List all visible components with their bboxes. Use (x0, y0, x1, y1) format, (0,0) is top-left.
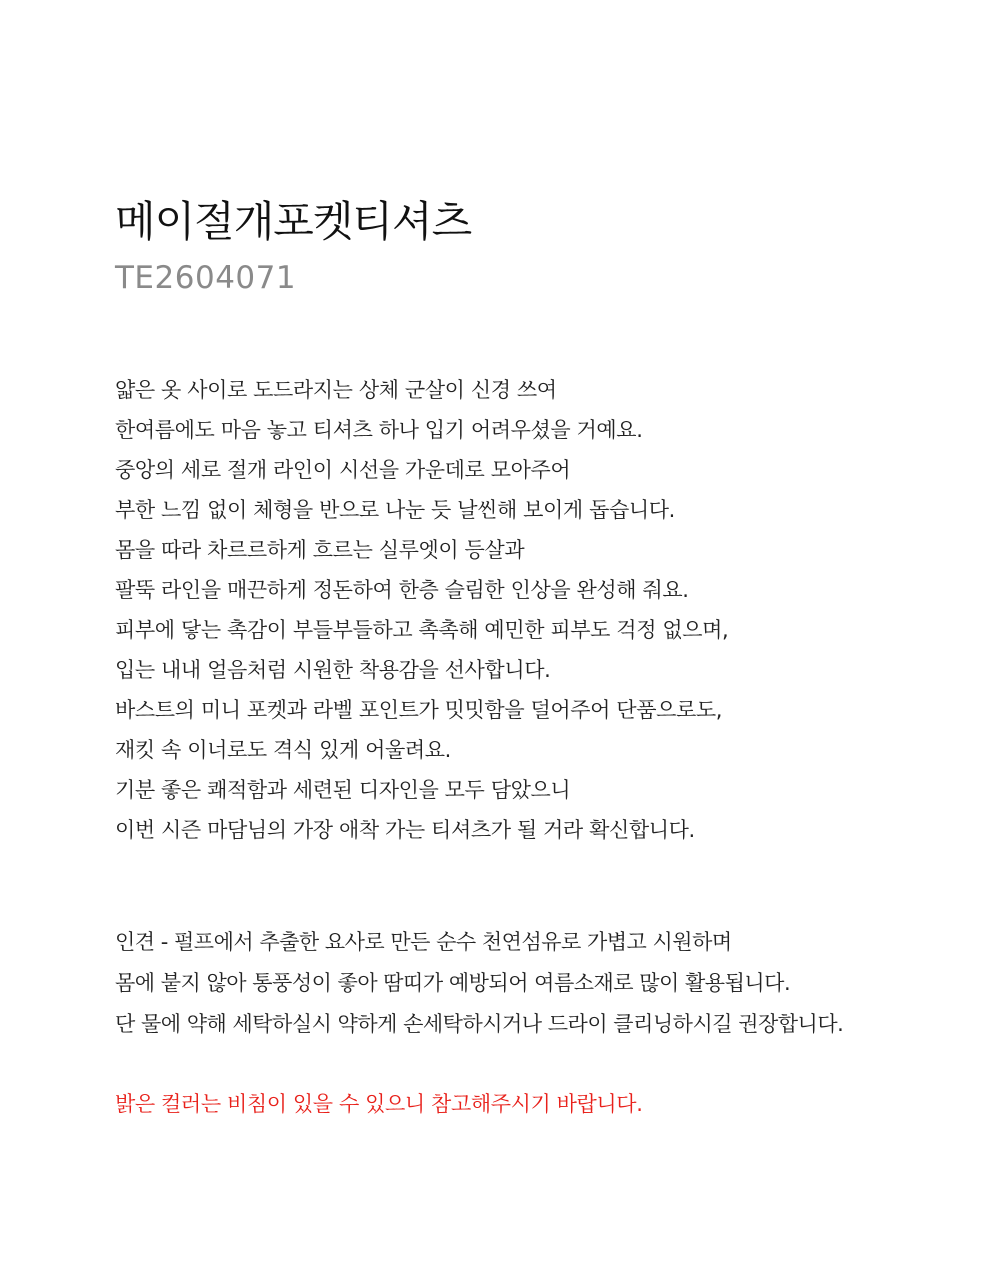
color-notice: 밝은 컬러는 비침이 있을 수 있으니 참고해주시기 바랍니다. (115, 1092, 643, 1116)
description-line: 몸을 따라 차르르하게 흐르는 실루엣이 등살과 (115, 538, 525, 562)
description-line: 입는 내내 얼음처럼 시원한 착용감을 선사합니다. (115, 658, 551, 682)
description-line: 바스트의 미니 포켓과 라벨 포인트가 밋밋함을 덜어주어 단품으로도, (115, 698, 723, 722)
description-line: 한여름에도 마음 놓고 티셔츠 하나 입기 어려우셨을 거예요. (115, 418, 643, 442)
description-line: 재킷 속 이너로도 격식 있게 어울려요. (115, 738, 451, 762)
product-code: TE2604071 (115, 260, 297, 296)
description-line: 부한 느낌 없이 체형을 반으로 나눈 듯 날씬해 보이게 돕습니다. (115, 498, 675, 522)
description-line: 이번 시즌 마담님의 가장 애착 가는 티셔츠가 될 거라 확신합니다. (115, 818, 695, 842)
description-line: 팔뚝 라인을 매끈하게 정돈하여 한층 슬림한 인상을 완성해 줘요. (115, 578, 689, 602)
material-line: 인견 - 펄프에서 추출한 요사로 만든 순수 천연섬유로 가볍고 시원하며 (115, 930, 732, 954)
description-line: 얇은 옷 사이로 도드라지는 상체 군살이 신경 쓰여 (115, 378, 557, 402)
description-line: 피부에 닿는 촉감이 부들부들하고 촉촉해 예민한 피부도 걱정 없으며, (115, 618, 729, 642)
description-line: 기분 좋은 쾌적함과 세련된 디자인을 모두 담았으니 (115, 778, 571, 802)
product-title: 메이절개포켓티셔츠 (115, 197, 472, 246)
material-info (115, 922, 843, 1045)
description-line: 중앙의 세로 절개 라인이 시선을 가운데로 모아주어 (115, 458, 571, 482)
material-line: 단 물에 약해 세탁하실시 약하게 손세탁하시거나 드라이 클리닝하시길 권장합니다. (115, 1012, 844, 1036)
material-line: 몸에 붙지 않아 통풍성이 좋아 땀띠가 예방되어 여름소재로 많이 활용됩니다. (115, 971, 791, 995)
product-description (115, 370, 728, 850)
